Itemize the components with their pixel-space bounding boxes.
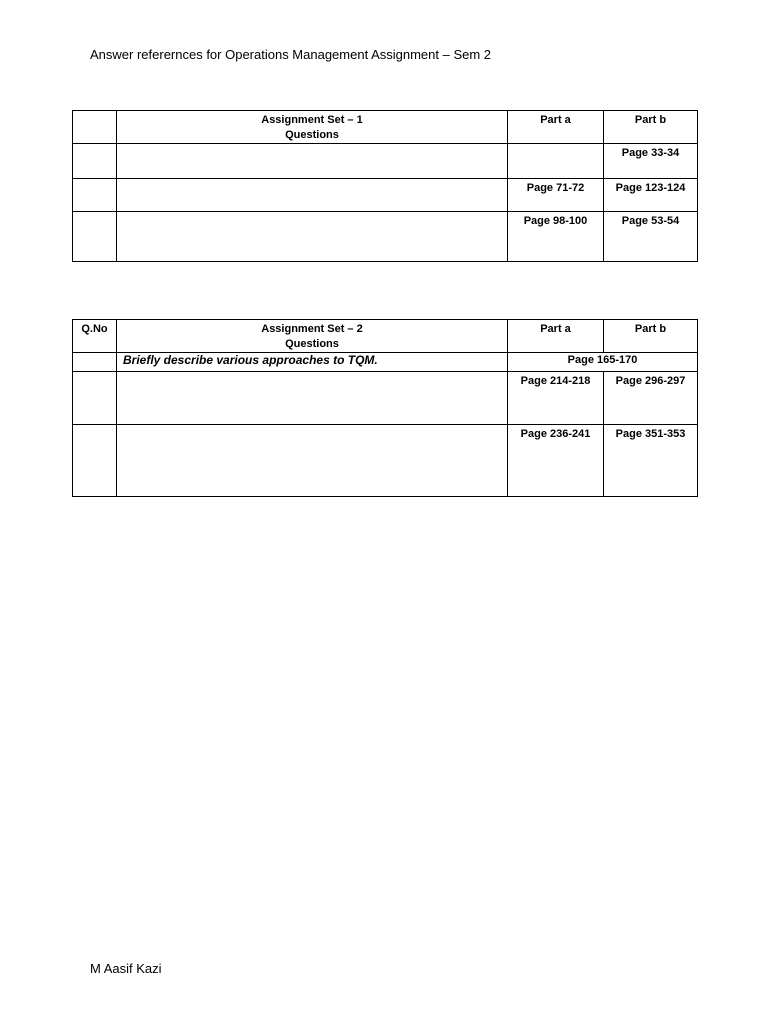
qno-cell — [73, 372, 117, 425]
part-b-header: Part b — [604, 320, 698, 353]
question-cell — [117, 144, 508, 179]
part-b-cell: Page 33-34 — [604, 144, 698, 179]
part-b-header: Part b — [604, 111, 698, 144]
question-cell — [117, 425, 508, 497]
qno-header: Q.No — [73, 320, 117, 353]
table-row — [73, 212, 698, 262]
assignment-set-2-table — [72, 319, 698, 497]
qno-cell — [73, 353, 117, 372]
page-title: Answer referernces for Operations Management Assignment – Sem 2 — [90, 47, 492, 62]
qno-cell — [73, 144, 117, 179]
part-a-cell: Page 214-218 — [508, 372, 604, 425]
qno-header — [73, 111, 117, 144]
part-b-cell: Page 296-297 — [604, 372, 698, 425]
table-row — [73, 425, 698, 497]
assignment-set-1-table — [72, 110, 698, 262]
question-cell — [117, 372, 508, 425]
set-title: Assignment Set – 2 — [261, 323, 363, 335]
part-a-header: Part a — [508, 320, 604, 353]
merged-pages-cell: Page 165-170 — [508, 353, 698, 372]
qno-cell — [73, 212, 117, 262]
set-title: Assignment Set – 1 — [261, 114, 363, 126]
qno-cell — [73, 425, 117, 497]
table-row — [73, 372, 698, 425]
part-a-cell: Page 98-100 — [508, 212, 604, 262]
part-a-cell: Page 71-72 — [508, 179, 604, 212]
table-header-row — [73, 111, 698, 144]
question-cell — [117, 212, 508, 262]
questions-label: Questions — [285, 129, 339, 141]
part-a-cell — [508, 144, 604, 179]
qno-cell — [73, 179, 117, 212]
questions-label: Questions — [285, 338, 339, 350]
question-cell: Briefly describe various approaches to TQM. — [117, 353, 508, 372]
set-header — [117, 320, 508, 353]
author-footer: M Aasif Kazi — [90, 961, 162, 976]
part-b-cell: Page 351-353 — [604, 425, 698, 497]
table-row — [73, 179, 698, 212]
part-b-cell: Page 123-124 — [604, 179, 698, 212]
table-header-row — [73, 320, 698, 353]
table-row — [73, 144, 698, 179]
part-a-cell: Page 236-241 — [508, 425, 604, 497]
table-row — [73, 353, 698, 372]
part-a-header: Part a — [508, 111, 604, 144]
part-b-cell: Page 53-54 — [604, 212, 698, 262]
question-cell — [117, 179, 508, 212]
set-header — [117, 111, 508, 144]
